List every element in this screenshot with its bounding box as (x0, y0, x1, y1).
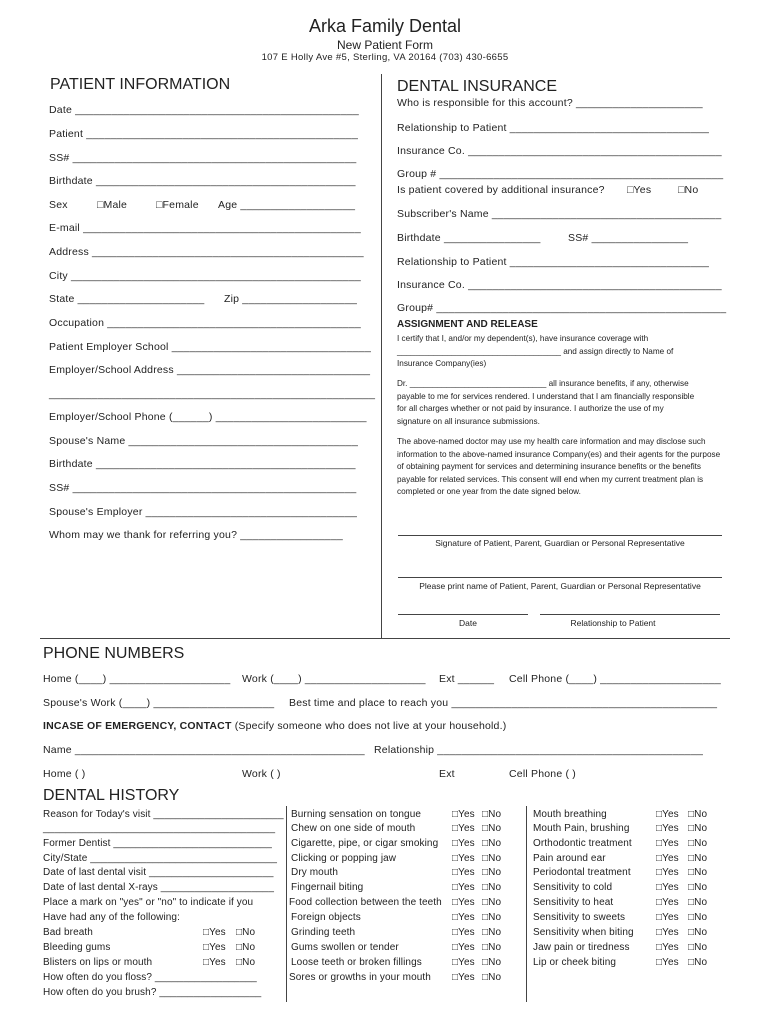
additional-yes-checkbox[interactable]: □Yes (627, 184, 652, 196)
yes-checkbox[interactable]: □Yes (656, 957, 679, 968)
spouse-birthdate-field[interactable]: Birthdate ___________________________________________ (49, 458, 356, 470)
no-checkbox[interactable]: □No (688, 867, 708, 878)
group-field-2[interactable]: Group# ________________________________________________ (397, 302, 727, 314)
no-checkbox[interactable]: □No (482, 809, 502, 820)
history-left-line[interactable]: Date of last dental X-rays ____________________ (43, 882, 274, 893)
no-checkbox[interactable]: □No (482, 957, 502, 968)
assignment-heading: ASSIGNMENT AND RELEASE (397, 319, 538, 330)
state-field[interactable]: State _____________________ (49, 293, 205, 305)
sex-label: Sex (49, 199, 68, 211)
condition-label: Sensitivity to heat (533, 897, 614, 908)
yes-checkbox[interactable]: □Yes (452, 927, 475, 938)
spouse-work-field[interactable]: Spouse's Work (____) ____________________ (43, 697, 275, 709)
condition-label: Bleeding gums (43, 942, 111, 953)
yes-checkbox[interactable]: □Yes (656, 867, 679, 878)
history-left-line: Place a mark on "yes" or "no" to indicate if you (43, 897, 254, 908)
relationship-field-2[interactable]: Relationship to Patient _________________________________ (397, 256, 710, 268)
insurance-company-field-2[interactable]: Insurance Co. __________________________________________ (397, 279, 722, 291)
no-checkbox[interactable]: □No (236, 942, 256, 953)
condition-label: Loose teeth or broken fillings (291, 957, 422, 968)
cell-phone-field[interactable]: Cell Phone (____) ____________________ (509, 673, 721, 685)
condition-label: Clicking or popping jaw (291, 853, 397, 864)
no-checkbox[interactable]: □No (688, 912, 708, 923)
condition-label: Sensitivity when biting (533, 927, 634, 938)
condition-label: Mouth Pain, brushing (533, 823, 630, 834)
patient-info-heading: PATIENT INFORMATION (50, 76, 231, 93)
yes-checkbox[interactable]: □Yes (452, 838, 475, 849)
insurance-company-field-1[interactable]: Insurance Co. __________________________________________ (397, 145, 722, 157)
spouse-ssn-field[interactable]: SS# _______________________________________________ (49, 482, 357, 494)
date-label: Date (459, 618, 477, 628)
yes-checkbox[interactable]: □Yes (656, 838, 679, 849)
condition-label: Bad breath (43, 927, 93, 938)
yes-checkbox[interactable]: □Yes (656, 927, 679, 938)
condition-label: Lip or cheek biting (533, 957, 617, 968)
history-left-line[interactable]: City/State _________________________________ (43, 853, 278, 864)
yes-checkbox[interactable]: □Yes (656, 882, 679, 893)
section-divider (40, 638, 730, 639)
best-time-field[interactable]: Best time and place to reach you ____________________________________________ (289, 697, 718, 709)
relationship-line[interactable] (540, 614, 720, 615)
no-checkbox[interactable]: □No (482, 897, 502, 908)
yes-checkbox[interactable]: □Yes (656, 897, 679, 908)
yes-checkbox[interactable]: □Yes (452, 823, 475, 834)
condition-label: Sensitivity to cold (533, 882, 613, 893)
yes-checkbox[interactable]: □Yes (203, 927, 226, 938)
condition-label: Pain around ear (533, 853, 606, 864)
yes-checkbox[interactable]: □Yes (452, 809, 475, 820)
no-checkbox[interactable]: □No (482, 853, 502, 864)
spouse-name-field[interactable]: Spouse's Name ______________________________________ (49, 435, 359, 447)
employer-school-field[interactable]: Patient Employer School _________________________________ (49, 341, 372, 353)
condition-label: Orthodontic treatment (533, 838, 632, 849)
yes-checkbox[interactable]: □Yes (656, 853, 679, 864)
condition-label: Food collection between the teeth (289, 897, 442, 908)
condition-label: Mouth breathing (533, 809, 607, 820)
column-divider (381, 74, 382, 638)
emergency-bold: INCASE OF EMERGENCY, CONTACT (43, 720, 232, 732)
history-left-line: Have had any of the following: (43, 912, 180, 923)
history-left-line[interactable]: Former Dentist ____________________________ (43, 838, 272, 849)
emergency-ext-field[interactable]: Ext (439, 768, 455, 780)
condition-label: Grinding teeth (291, 927, 356, 938)
employer-address-line2[interactable]: ______________________________________________________ (49, 388, 376, 400)
no-checkbox[interactable]: □No (688, 838, 708, 849)
ssn-field[interactable]: SS# _______________________________________________ (49, 152, 357, 164)
signature-label: Signature of Patient, Parent, Guardian or Personal Representative (435, 538, 685, 548)
no-checkbox[interactable]: □No (688, 957, 708, 968)
print-name-line[interactable] (398, 577, 722, 578)
history-left-line[interactable]: Date of last dental visit ______________________ (43, 867, 274, 878)
occupation-field[interactable]: Occupation __________________________________________ (49, 317, 361, 329)
dental-insurance-heading: DENTAL INSURANCE (397, 78, 558, 95)
address-field[interactable]: Address _____________________________________________ (49, 246, 364, 258)
condition-label: Jaw pain or tiredness (533, 942, 630, 953)
emergency-relationship-field[interactable]: Relationship ____________________________________________ (374, 744, 704, 756)
yes-checkbox[interactable]: □Yes (656, 809, 679, 820)
history-left-line[interactable]: _________________________________________ (43, 823, 276, 834)
yes-checkbox[interactable]: □Yes (656, 942, 679, 953)
print-name-label: Please print name of Patient, Parent, Guardian or Personal Representative (419, 581, 701, 591)
no-checkbox[interactable]: □No (482, 838, 502, 849)
assignment-paragraph-1: I certify that I, and/or my dependent(s), have insurance coverage with ____________________________________ and assign directly to Name of Insurance Company(ies) (397, 334, 674, 369)
condition-label: Dry mouth (291, 867, 339, 878)
subscriber-name-field[interactable]: Subscriber's Name ______________________________________ (397, 208, 722, 220)
age-field[interactable]: Age ___________________ (218, 199, 356, 211)
date-field[interactable]: Date _______________________________________________ (49, 104, 359, 116)
floss-field[interactable]: How often do you floss? __________________ (43, 972, 257, 983)
date-line[interactable] (398, 614, 528, 615)
city-field[interactable]: City ________________________________________________ (49, 270, 361, 282)
yes-checkbox[interactable]: □Yes (452, 867, 475, 878)
additional-insurance-question: Is patient covered by additional insurance? (397, 184, 605, 196)
no-checkbox[interactable]: □No (688, 809, 708, 820)
signature-line[interactable] (398, 535, 722, 536)
form-title: New Patient Form (336, 38, 434, 52)
condition-label: Foreign objects (291, 912, 361, 923)
condition-label: Chew on one side of mouth (291, 823, 416, 834)
practice-address: 107 E Holly Ave #5, Sterling, VA 20164 (703) 430-6655 (261, 52, 509, 63)
no-checkbox[interactable]: □No (482, 927, 502, 938)
assignment-paragraph-2: Dr. ______________________________ all insurance benefits, if any, otherwise payable to me for services rendered. I understand that I am financially responsible for all charges whether or not paid by insurance. I authorize the use of my signature on all insurance submissions. (397, 379, 695, 426)
additional-no-checkbox[interactable]: □No (678, 184, 699, 196)
no-checkbox[interactable]: □No (688, 897, 708, 908)
email-field[interactable]: E-mail ______________________________________________ (49, 222, 361, 234)
condition-label: Cigarette, pipe, or cigar smoking (291, 838, 439, 849)
history-left-line[interactable]: Reason for Today's visit _______________________ (43, 809, 284, 820)
employer-phone-field[interactable]: Employer/School Phone (______) _________________________ (49, 411, 367, 423)
no-checkbox[interactable]: □No (482, 912, 502, 923)
no-checkbox[interactable]: □No (482, 942, 502, 953)
practice-name: Arka Family Dental (308, 16, 462, 36)
relationship-label: Relationship to Patient (570, 618, 656, 628)
emergency-contact-heading (43, 720, 506, 732)
yes-checkbox[interactable]: □Yes (452, 942, 475, 953)
emergency-note: (Specify someone who does not live at your household.) (231, 720, 507, 732)
history-divider-2 (526, 806, 527, 1002)
female-checkbox[interactable]: □Female (156, 199, 199, 211)
home-phone-field[interactable]: Home (____) ____________________ (43, 673, 231, 685)
history-divider-1 (286, 806, 287, 1002)
work-phone-field[interactable]: Work (____) ____________________ (242, 673, 426, 685)
employer-address-field[interactable]: Employer/School Address ________________________________ (49, 364, 371, 376)
emergency-name-field[interactable]: Name ________________________________________________ (43, 744, 365, 756)
no-checkbox[interactable]: □No (688, 882, 708, 893)
dental-history-heading: DENTAL HISTORY (43, 787, 180, 804)
phone-numbers-heading: PHONE NUMBERS (43, 645, 185, 662)
responsible-field[interactable]: Who is responsible for this account? _____________________ (397, 97, 703, 109)
no-checkbox[interactable]: □No (236, 957, 256, 968)
yes-checkbox[interactable]: □Yes (452, 912, 475, 923)
referral-field[interactable]: Whom may we thank for referring you? _________________ (49, 529, 343, 541)
no-checkbox[interactable]: □No (236, 927, 256, 938)
yes-checkbox[interactable]: □Yes (656, 912, 679, 923)
condition-label: Sensitivity to sweets (533, 912, 626, 923)
condition-label: Fingernail biting (291, 882, 364, 893)
ext-field[interactable]: Ext ______ (439, 673, 495, 685)
assignment-paragraph-3: The above-named doctor may use my health care information and may disclose such information to the above-named insurance Company(es) and their agents for the purpose of obtaining payment for services and determining insurance benefits or the benefits payable for related services. This consent will end when my current treatment plan is completed or one year from the date signed below. (397, 437, 721, 497)
yes-checkbox[interactable]: □Yes (203, 942, 226, 953)
subscriber-birthdate-field[interactable]: Birthdate ________________ (397, 232, 541, 244)
condition-label: Periodontal treatment (533, 867, 631, 878)
male-checkbox[interactable]: □Male (97, 199, 128, 211)
condition-label: Gums swollen or tender (291, 942, 399, 953)
no-checkbox[interactable]: □No (688, 942, 708, 953)
birthdate-field[interactable]: Birthdate ___________________________________________ (49, 175, 356, 187)
no-checkbox[interactable]: □No (482, 867, 502, 878)
no-checkbox[interactable]: □No (482, 823, 502, 834)
brush-field[interactable]: How often do you brush? __________________ (43, 987, 262, 998)
zip-field[interactable]: Zip ___________________ (224, 293, 358, 305)
no-checkbox[interactable]: □No (482, 882, 502, 893)
subscriber-ssn-field[interactable]: SS# ________________ (568, 232, 689, 244)
yes-checkbox[interactable]: □Yes (656, 823, 679, 834)
condition-label: Blisters on lips or mouth (43, 957, 153, 968)
emergency-home-field[interactable]: Home ( ) (43, 768, 86, 780)
no-checkbox[interactable]: □No (688, 853, 708, 864)
yes-checkbox[interactable]: □Yes (452, 972, 475, 983)
condition-label: Burning sensation on tongue (291, 809, 422, 820)
emergency-cell-field[interactable]: Cell Phone ( ) (509, 768, 576, 780)
yes-checkbox[interactable]: □Yes (452, 882, 475, 893)
group-field-1[interactable]: Group # _______________________________________________ (397, 168, 724, 180)
relationship-field-1[interactable]: Relationship to Patient _________________________________ (397, 122, 710, 134)
no-checkbox[interactable]: □No (482, 972, 502, 983)
yes-checkbox[interactable]: □Yes (452, 897, 475, 908)
no-checkbox[interactable]: □No (688, 927, 708, 938)
emergency-work-field[interactable]: Work ( ) (242, 768, 281, 780)
yes-checkbox[interactable]: □Yes (452, 853, 475, 864)
no-checkbox[interactable]: □No (688, 823, 708, 834)
spouse-employer-field[interactable]: Spouse's Employer ___________________________________ (49, 506, 358, 518)
yes-checkbox[interactable]: □Yes (203, 957, 226, 968)
patient-name-field[interactable]: Patient _____________________________________________ (49, 128, 358, 140)
condition-label: Sores or growths in your mouth (289, 972, 431, 983)
yes-checkbox[interactable]: □Yes (452, 957, 475, 968)
